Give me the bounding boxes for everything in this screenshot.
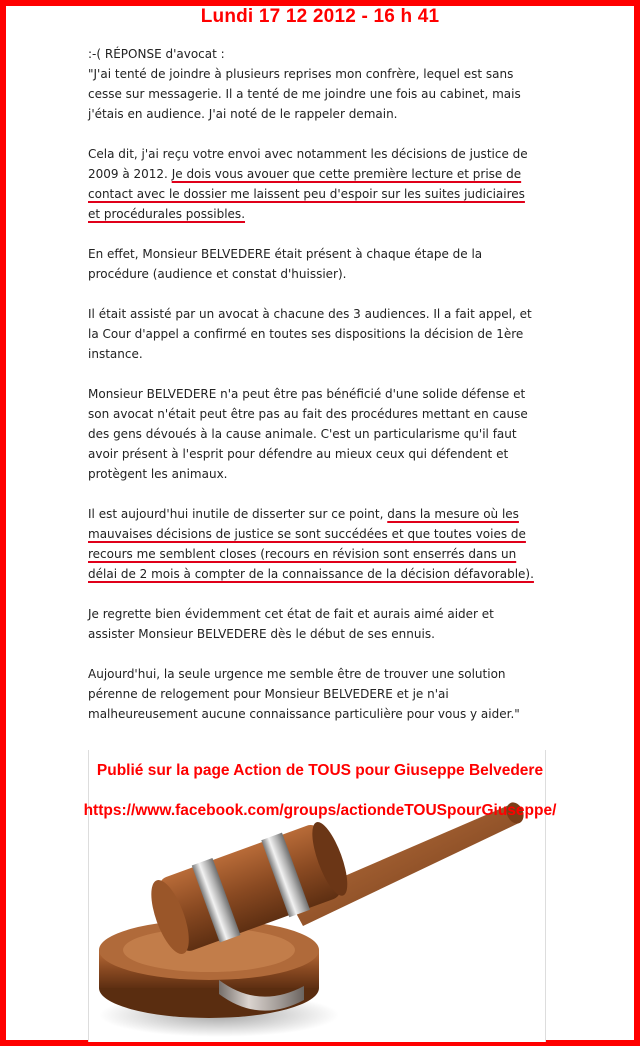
letter-paragraph-7: Je regrette bien évidemment cet état de fait et aurais aimé aider et assister Monsieur BELVEDERE dès le début de ses ennuis. xyxy=(88,607,494,641)
date-heading: Lundi 17 12 2012 - 16 h 41 xyxy=(200,6,440,27)
facebook-group-link[interactable]: https://www.facebook.com/groups/actiondeTOUSpourGiuseppe/ xyxy=(83,802,557,819)
letter-paragraph-2 xyxy=(88,144,540,224)
letter-paragraph-1: "J'ai tenté de joindre à plusieurs reprises mon confrère, lequel est sans cesse sur messagerie. Il a tenté de me joindre une fois au cabinet, mais j'étais en audience. J'ai noté de le rappeler demain. xyxy=(88,67,521,121)
letter-paragraph-6 xyxy=(88,504,540,584)
letter-paragraph-2-text: Cela dit, j'ai reçu votre envoi avec notamment les décisions de justice de 2009 à 2012. xyxy=(88,147,528,181)
letter-intro: :-( RÉPONSE d'avocat : xyxy=(88,47,225,61)
underlined-passage-1: Je dois vous avouer que cette première lecture et prise de contact avec le dossier me laissent peu d'espoir sur les suites judiciaires et procédurales possibles. xyxy=(88,167,525,221)
letter-paragraph-4: Il était assisté par un avocat à chacune des 3 audiences. Il a fait appel, et la Cour d'appel a confirmé en toutes ses dispositions la décision de 1ère instance. xyxy=(88,307,532,361)
letter-paragraph-6-text: Il est aujourd'hui inutile de disserter sur ce point, xyxy=(88,507,388,521)
publication-line: Publié sur la page Action de TOUS pour Giuseppe Belvedere xyxy=(96,762,544,779)
lawyer-response-letter xyxy=(88,44,540,744)
letter-paragraph-5: Monsieur BELVEDERE n'a peut être pas bénéficié d'une solide défense et son avocat n'était peut être pas au fait des procédures mettant en cause des gens dévoués à la cause animale. C'est un particularisme qu'il faut avoir présent à l'esprit pour défendre au mieux ceux qui défendent et protègent les animaux. xyxy=(88,387,528,481)
letter-paragraph-8: Aujourd'hui, la seule urgence me semble être de trouver une solution pérenne de relogement pour Monsieur BELVEDERE et je n'ai malheureusement aucune connaissance particulière pour vous y aider." xyxy=(88,667,520,721)
underlined-passage-2: dans la mesure où les mauvaises décisions de justice se sont succédées et que toutes voies de recours me semblent closes (recours en révision sont enserrés dans un délai de 2 mois à compter de la connaissance de la décision défavorable). xyxy=(88,507,534,581)
gavel-icon xyxy=(89,750,545,1042)
letter-paragraph-3: En effet, Monsieur BELVEDERE était présent à chaque étape de la procédure (audience et constat d'huissier). xyxy=(88,247,483,281)
gavel-image-panel xyxy=(88,750,546,1042)
publication-notice xyxy=(0,762,640,819)
